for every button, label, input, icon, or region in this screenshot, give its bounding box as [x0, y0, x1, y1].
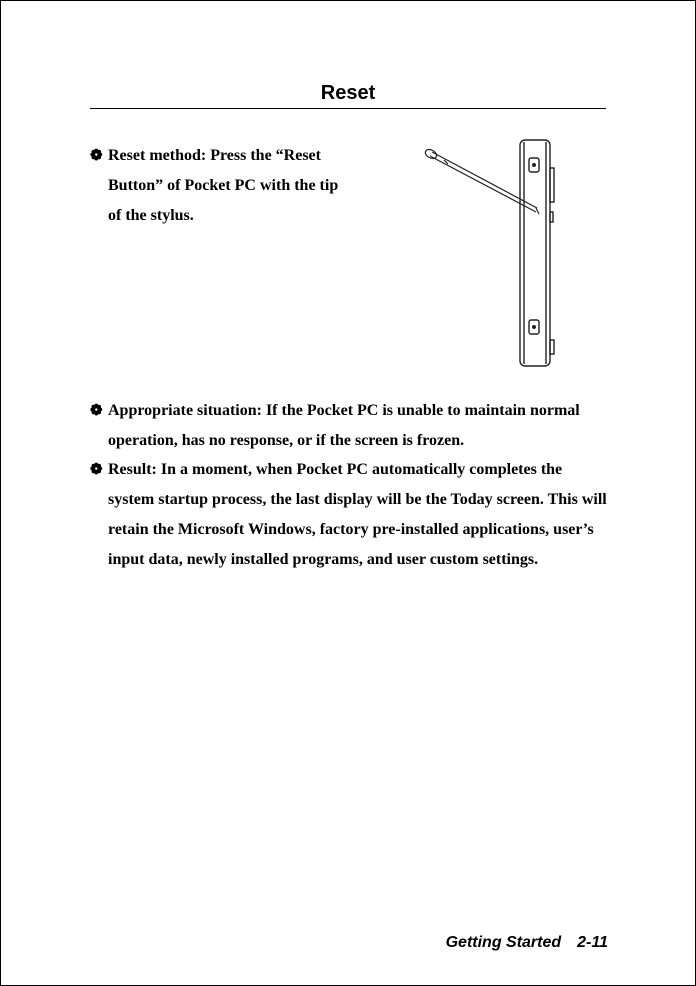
footer-section-name: Getting Started: [445, 934, 562, 951]
result-paragraph: [90, 455, 610, 575]
flower-bullet-icon: ❁: [90, 403, 103, 419]
page-number: 2-11: [577, 934, 608, 951]
stylus-reset-illustration-icon: [418, 134, 558, 370]
reset-method-paragraph: [90, 141, 390, 231]
appropriate-situation-text: Appropriate situation: If the Pocket PC is unable to maintain normal operation, has no response, or if the screen is frozen.: [108, 402, 580, 449]
result-text: Result: In a moment, when Pocket PC automatically completes the system startup process, the last display will be the Today screen. This will retain the Microsoft Windows, factory pre-installed applications, user’s input data, newly installed programs, and user custom settings.: [108, 461, 607, 568]
page-footer: [446, 934, 608, 952]
flower-bullet-icon: ❁: [90, 148, 103, 164]
appropriate-situation-paragraph: [90, 396, 610, 456]
page-title: Reset: [320, 82, 376, 104]
flower-bullet-icon: ❁: [90, 462, 103, 478]
title-underline: [90, 108, 606, 109]
reset-method-text: Reset method: Press the “Reset Button” of Pocket PC with the tip of the stylus.: [108, 147, 339, 224]
